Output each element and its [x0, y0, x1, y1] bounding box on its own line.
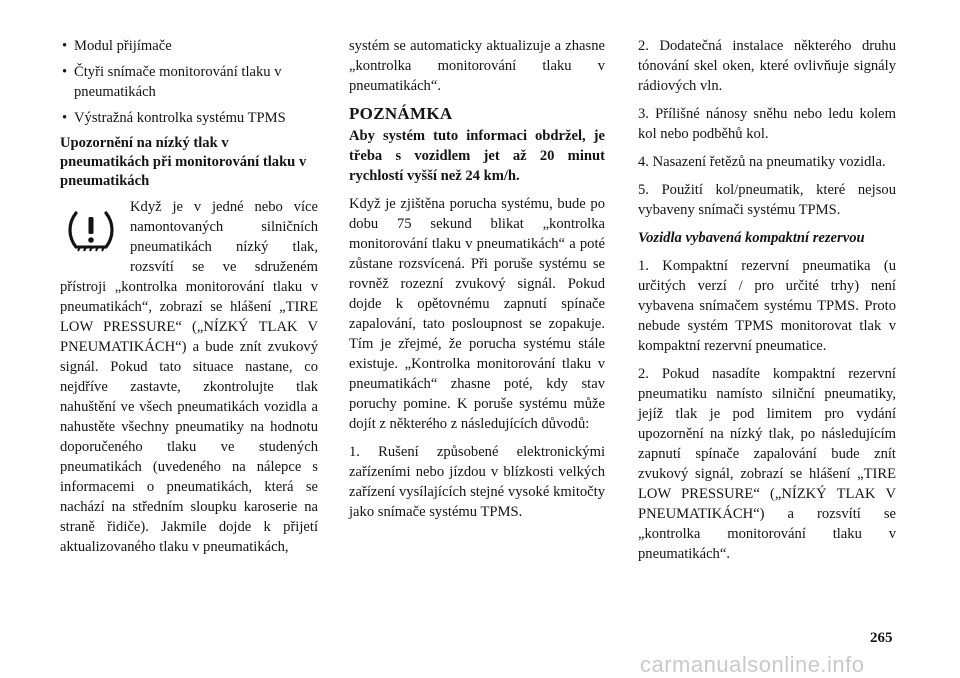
list-item: • Čtyři snímače monitorování tlaku v pneumatikách: [62, 64, 282, 100]
bullet-text: Čtyři snímače monitorování tlaku v pneumatikách: [74, 64, 282, 100]
fault-paragraph: Když je zjištěna porucha systému, bude po dobu 75 sekund blikat „kontrolka monitorování tlaku v pneumatikách“ a poté zůstane rozsvícená. Při poruše systému se rovněž rozezní zvukový signál. Pokud dojde k opětovnému zapnutí spínače zapalování, tato posloupnost se zopakuje. Tím je zřejmé, že porucha systému stále existuje. „Kontrolka monitorování tlaku v pneumatikách“ zhasne poté, kdy stav poruchy pomine. K poruše systému může dojít z některého z následujících důvodů:: [349, 196, 605, 432]
spare-item-1: 1. Kompaktní rezervní pneumatika (u určitých verzí / pro určité trhy) není vybavena snímačem systému TPMS. Proto nebude systém TPMS monitorovat tlak v kompaktní rezervní pneumatice.: [638, 258, 896, 354]
page-number: 265: [870, 630, 893, 646]
tpms-warning-icon: [66, 207, 116, 259]
fault-item-4: 4. Nasazení řetězů na pneumatiky vozidla.: [638, 154, 886, 170]
list-item: • Výstražná kontrolka systému TPMS: [62, 110, 286, 126]
fault-item-3: 3. Přílišné nánosy sněhu nebo ledu kolem kol nebo podběhů kol.: [638, 106, 896, 142]
warning-text: Když je v jedné nebo více namontovaných silničních pneumatikách nízký tlak, rozsvítí se ve sdruženém přístroji „kontrolka monitorování tlaku v pneumatikách“, zobrazí se hlášení „TIRE LOW PRESSURE“ („NÍZKÝ TLAK V PNEUMATIKÁCH“) a bude znít zvukový signál. Pokud tato situace nastane, co nejdříve zastavte, zkontrolujte tlak nahuštění ve všech pneumatikách vozidla a nahustěte všechny pneumatiky na hodnotu doporučeného tlaku ve studených pneumatikách (uvedeného na nálepce s informacemi o pneumatikách, která se nachází na středním sloupku karoserie na straně řidiče). Jakmile dojde k přijetí aktualizovaného tlaku v pneumatikách,: [60, 199, 318, 555]
warning-heading: Upozornění na nízký tlak v pneumatikách při monitorování tlaku v pneumatikách: [60, 135, 307, 189]
fault-item-5: 5. Použití kol/pneumatik, které nejsou vybaveny snímači systému TPMS.: [638, 182, 896, 218]
spare-subheading: Vozidla vybavená kompaktní rezervou: [638, 230, 865, 246]
fault-item-2: 2. Dodatečná instalace některého druhu tónování skel oken, které ovlivňuje signály rádiových vln.: [638, 38, 896, 94]
fault-item-1: 1. Rušení způsobené elektronickými zařízeními nebo jízdou v blízkosti velkých zařízení vysílajících stejné vysoké kmitočty jako snímače systému TPMS.: [349, 444, 605, 520]
column-3: [638, 36, 896, 572]
note-text: Aby systém tuto informaci obdržel, je třeba s vozidlem jet až 20 minut rychlostí vyšší než 24 km/h.: [349, 128, 605, 184]
list-item: • Modul přijímače: [62, 38, 172, 54]
column-2: [349, 36, 605, 530]
bullet-text: Výstražná kontrolka systému TPMS: [74, 110, 286, 126]
bullet-text: Modul přijímače: [74, 38, 172, 54]
continued-text: systém se automaticky aktualizuje a zhasne „kontrolka monitorování tlaku v pneumatikách“.: [349, 38, 605, 94]
spare-item-2: 2. Pokud nasadíte kompaktní rezervní pneumatiku namísto silniční pneumatiky, jejíž tlak je pod limitem pro vydání upozornění na nízký tlak, po následujícím zapnutí spínače zapalování bude znít zvukový signál, zobrazí se hlášení „TIRE LOW PRESSURE“ („NÍZKÝ TLAK V PNEUMATIKÁCH“) a rozsvítí se „kontrolka monitorování tlaku v pneumatikách“.: [638, 366, 896, 562]
column-1: [60, 36, 318, 565]
watermark: carmanualsonline.info: [640, 652, 865, 677]
note-heading: POZNÁMKA: [349, 104, 453, 123]
